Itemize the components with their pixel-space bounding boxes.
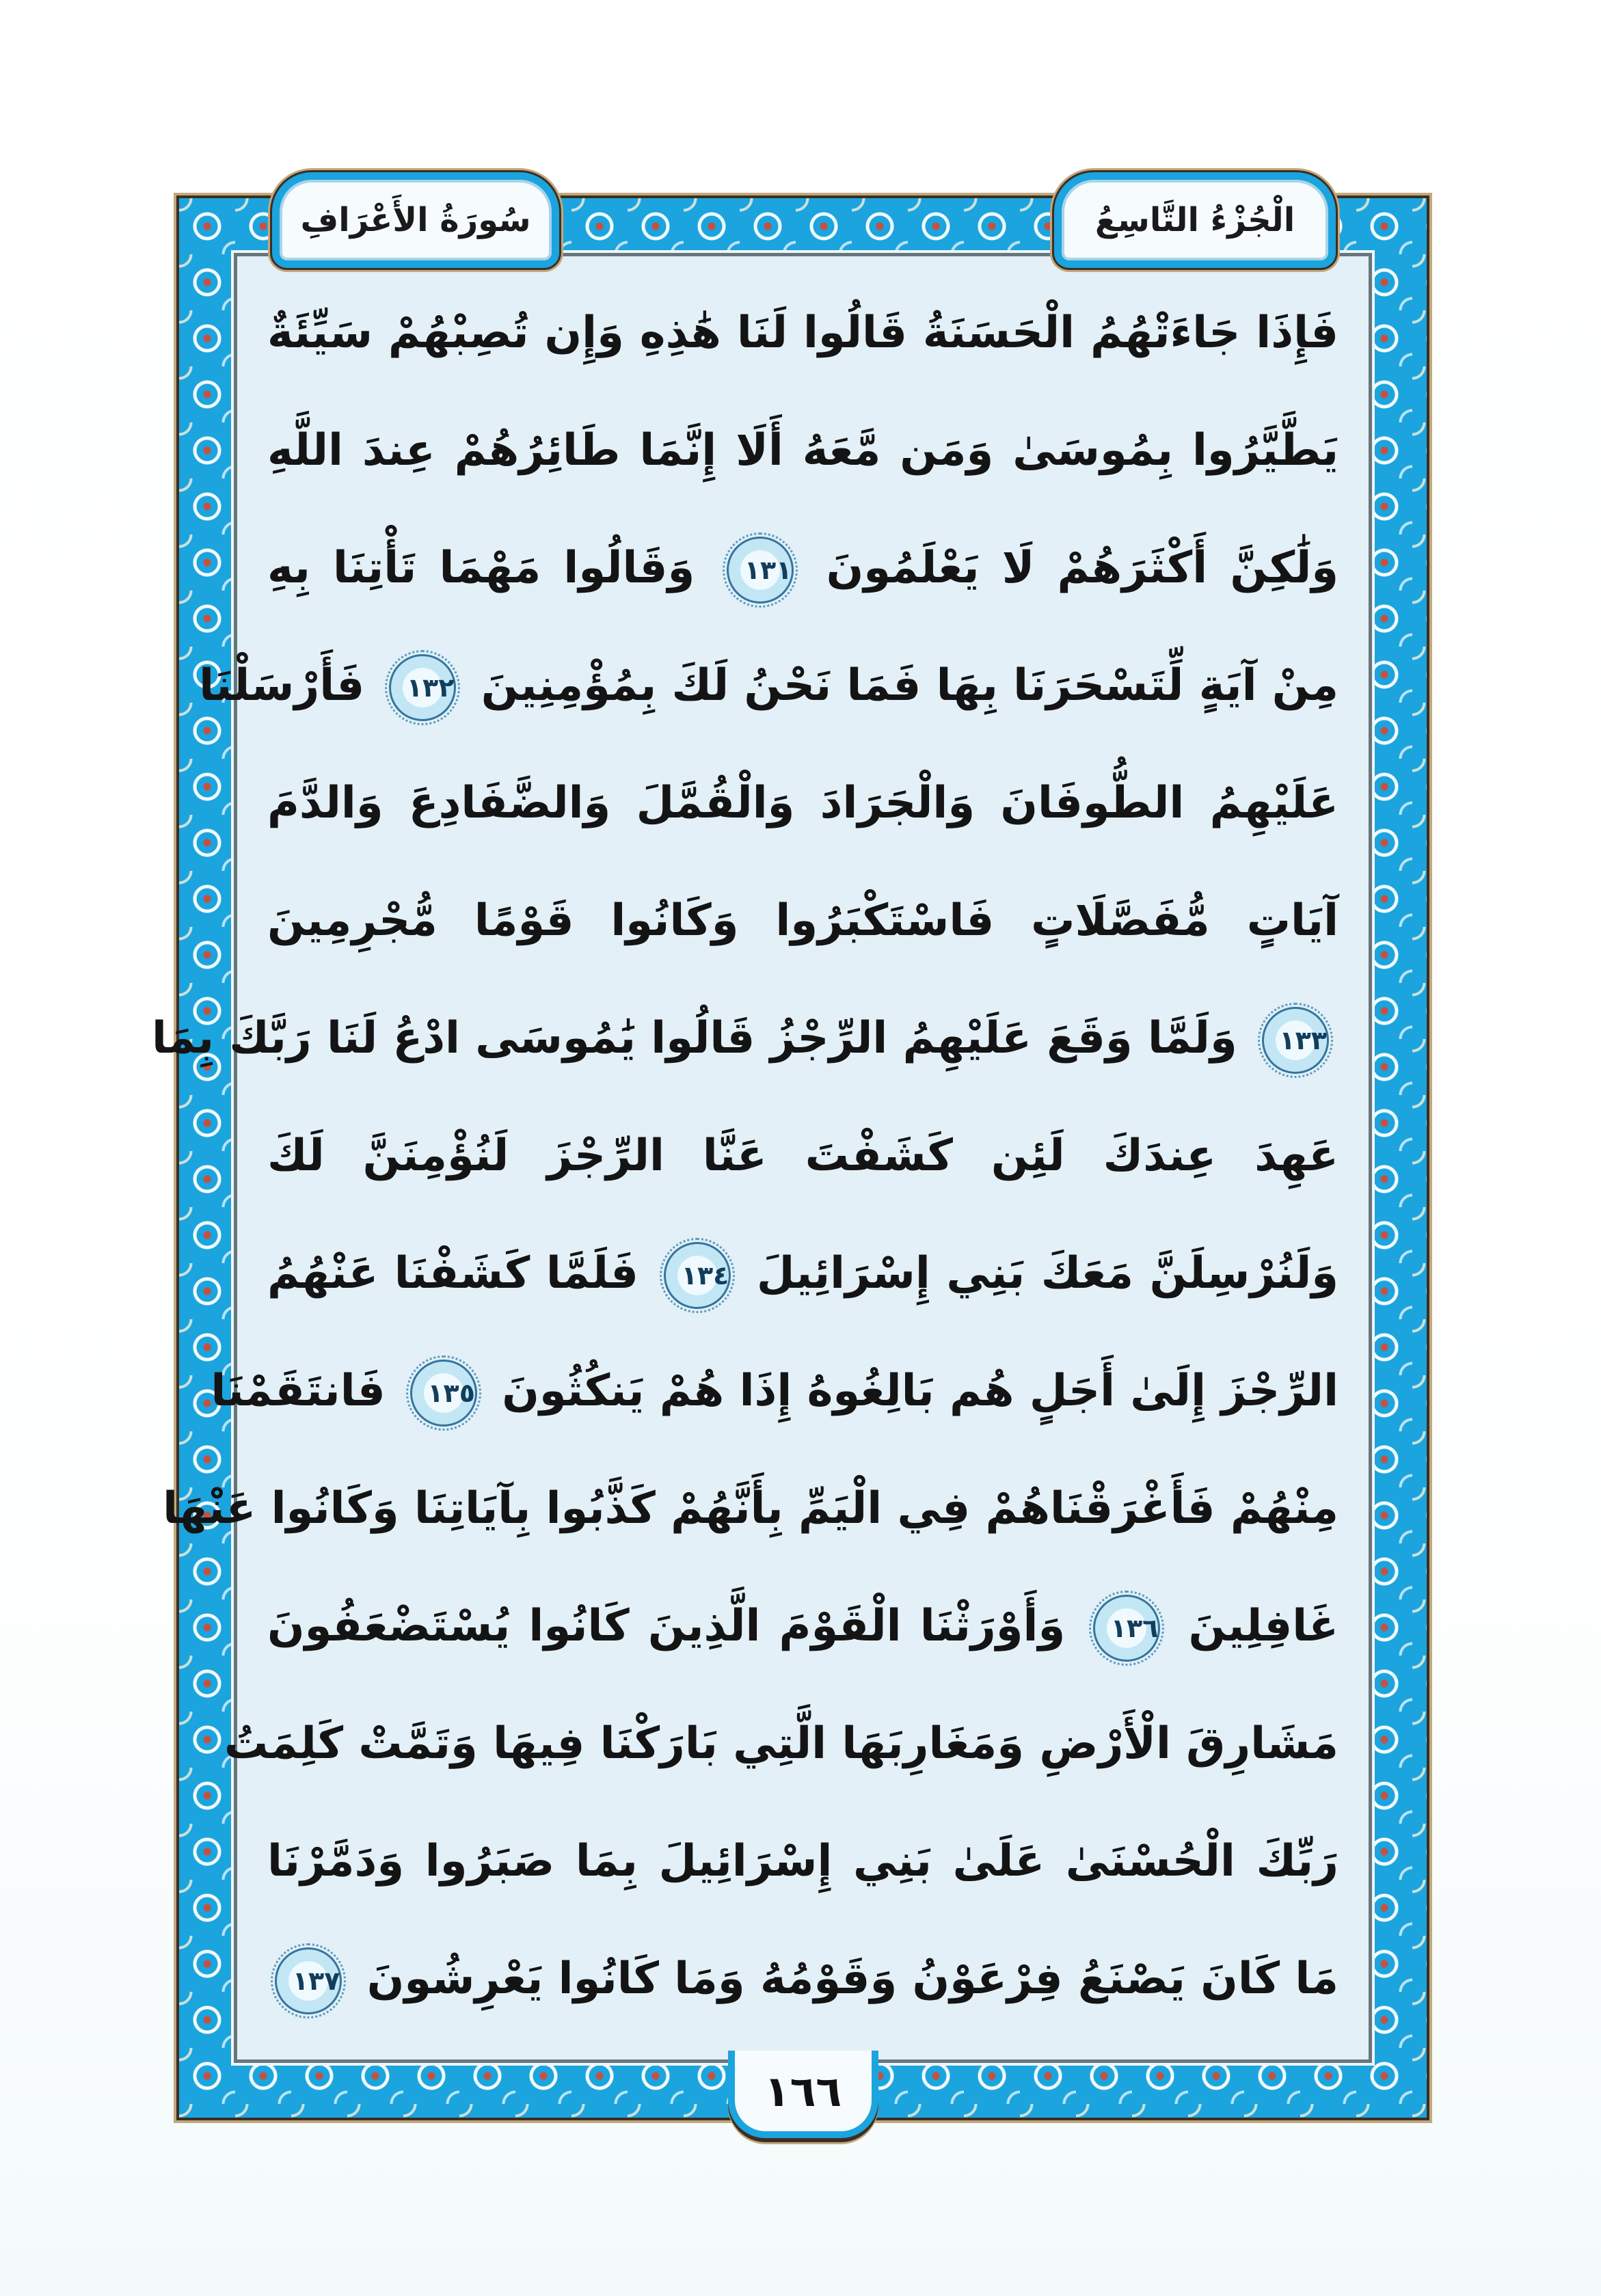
quran-line (163, 1450, 1338, 1567)
verse-number-marker: ١٣٦ (1093, 1595, 1160, 1662)
ayah-text: وَقَالُوا مَهْمَا تَأْتِنَا بِهِ (267, 543, 718, 593)
verse-number-marker: ١٣٤ (664, 1242, 731, 1309)
ayah-text: مِنْ آيَةٍ لِّتَسْحَرَنَا بِهَا فَمَا نَحْنُ لَكَ بِمُؤْمِنِينَ (466, 660, 1338, 711)
quran-line (152, 980, 1338, 1097)
ayah-text: فَلَمَّا كَشَفْنَا عَنْهُمُ (267, 1248, 655, 1299)
ayah-text: وَأَوْرَثْنَا الْقَوْمَ الَّذِينَ كَانُوا يُسْتَضْعَفُونَ (267, 1601, 1084, 1651)
surah-title: سُورَةُ الأَعْرَافِ (300, 201, 531, 239)
verse-number-marker: ١٣٢ (389, 654, 456, 721)
quran-line (267, 1215, 1338, 1332)
juz-name-cartouche (1054, 172, 1336, 268)
verse-lines-container (152, 256, 1369, 2059)
ayah-text: وَلَنُرْسِلَنَّ مَعَكَ بَنِي إِسْرَائِيلَ (740, 1248, 1339, 1299)
quran-line (267, 392, 1338, 509)
ayah-text: آيَاتٍ مُّفَصَّلَاتٍ فَاسْتَكْبَرُوا وَكَانُوا قَوْمًا مُّجْرِمِينَ (267, 895, 1338, 946)
quran-line (224, 1685, 1338, 1802)
page-number: ١٦٦ (764, 2066, 842, 2116)
ayah-text: فَإِذَا جَاءَتْهُمُ الْحَسَنَةُ قَالُوا لَنَا هَٰذِهِ وَإِن تُصِبْهُمْ سَيِّئَةٌ (267, 308, 1338, 358)
quran-line (199, 627, 1338, 744)
ayah-text: يَطَّيَّرُوا بِمُوسَىٰ وَمَن مَّعَهُ أَلَا إِنَّمَا طَائِرُهُمْ عِندَ اللَّهِ (267, 425, 1338, 476)
quran-line (267, 1567, 1338, 1685)
ayah-text: وَلَٰكِنَّ أَكْثَرَهُمْ لَا يَعْلَمُونَ (803, 543, 1338, 593)
quran-line (211, 1332, 1338, 1450)
quran-line (267, 509, 1338, 627)
ayah-text: مَا كَانَ يَصْنَعُ فِرْعَوْنُ وَقَوْمُهُ وَمَا كَانُوا يَعْرِشُونَ (351, 1954, 1338, 2004)
verse-number-marker: ١٣٥ (410, 1360, 477, 1427)
quran-line (267, 744, 1338, 862)
surah-name-cartouche (272, 172, 559, 268)
quran-line (267, 1097, 1338, 1215)
quran-line (267, 1802, 1338, 1920)
ayah-text: فَانتَقَمْنَا (211, 1366, 401, 1416)
verse-number-marker: ١٣٧ (275, 1947, 342, 2014)
juz-title: الْجُزْءُ التَّاسِعُ (1094, 201, 1295, 239)
verse-number-marker: ١٣١ (727, 537, 794, 604)
quran-line (267, 1920, 1338, 2038)
ayah-text: غَافِلِينَ (1170, 1601, 1339, 1651)
text-panel (152, 256, 1369, 2059)
page-number-tab (728, 2051, 878, 2138)
quran-line (267, 274, 1338, 392)
ayah-text: عَلَيْهِمُ الطُّوفَانَ وَالْجَرَادَ وَالْقُمَّلَ وَالضَّفَادِعَ وَالدَّمَ (267, 778, 1338, 828)
decorative-border-frame (152, 198, 1427, 2118)
ayah-text: فَأَرْسَلْنَا (199, 660, 380, 711)
ayah-text: الرِّجْزَ إِلَىٰ أَجَلٍ هُم بَالِغُوهُ إِذَا هُمْ يَنكُثُونَ (486, 1366, 1338, 1416)
ayah-text: مَشَارِقَ الْأَرْضِ وَمَغَارِبَهَا الَّتِي بَارَكْنَا فِيهَا وَتَمَّتْ كَلِمَتُ (224, 1718, 1338, 1769)
verse-number-marker: ١٣٣ (1262, 1007, 1329, 1074)
ayah-text: رَبِّكَ الْحُسْنَىٰ عَلَىٰ بَنِي إِسْرَائِيلَ بِمَا صَبَرُوا وَدَمَّرْنَا (267, 1836, 1338, 1887)
ayah-text: مِنْهُمْ فَأَغْرَقْنَاهُمْ فِي الْيَمِّ بِأَنَّهُمْ كَذَّبُوا بِآيَاتِنَا وَكَانُوا عَنْهَا (163, 1483, 1338, 1534)
quran-line (267, 862, 1338, 980)
ayah-text: وَلَمَّا وَقَعَ عَلَيْهِمُ الرِّجْزُ قَالُوا يَٰمُوسَى ادْعُ لَنَا رَبَّكَ بِمَا (152, 1013, 1252, 1064)
ayah-text: عَهِدَ عِندَكَ لَئِن كَشَفْتَ عَنَّا الرِّجْزَ لَنُؤْمِنَنَّ لَكَ (267, 1131, 1338, 1181)
